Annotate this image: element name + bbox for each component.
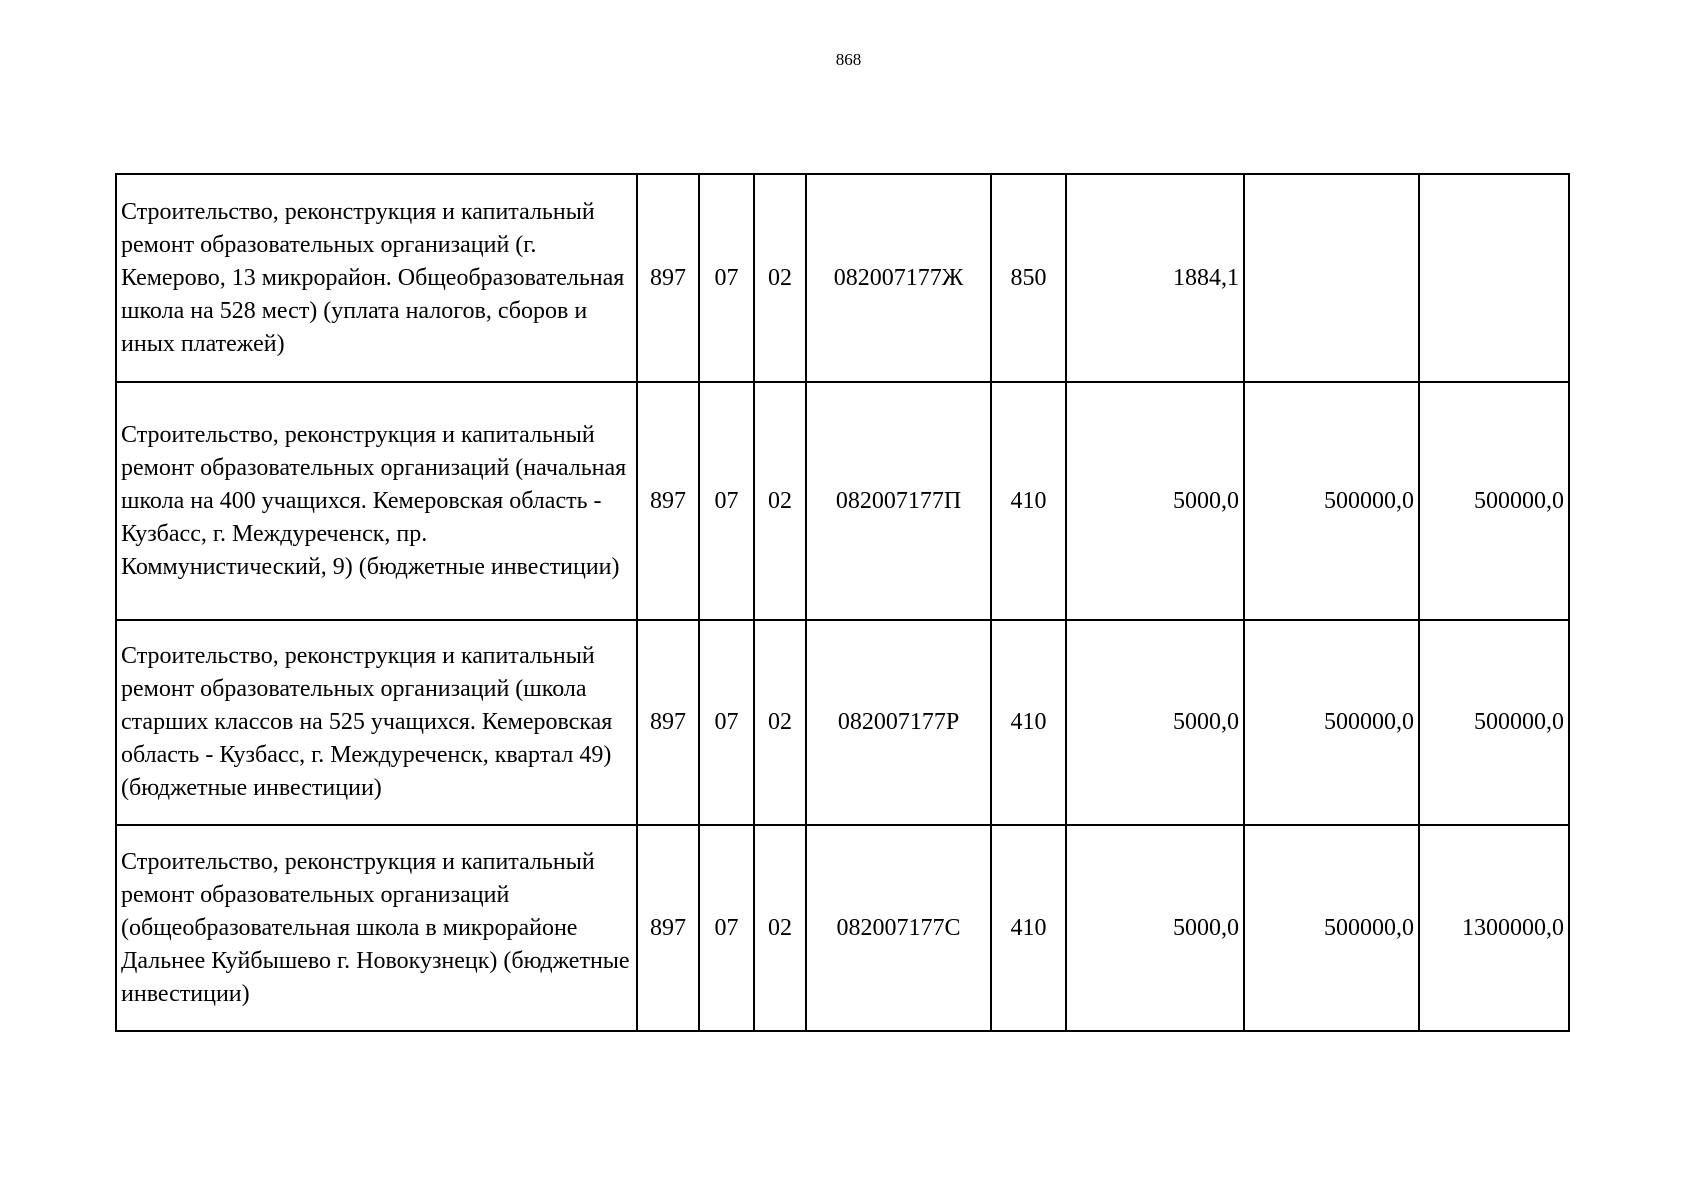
ministry-code: 897 <box>637 174 699 382</box>
target-article-code: 082007177П <box>806 382 991 620</box>
amount-3: 500000,0 <box>1419 382 1569 620</box>
amount-1: 1884,1 <box>1066 174 1244 382</box>
ministry-code: 897 <box>637 825 699 1031</box>
expense-type-code: 410 <box>991 382 1066 620</box>
expense-type-code: 410 <box>991 620 1066 825</box>
subsection-code: 02 <box>754 174 806 382</box>
amount-1: 5000,0 <box>1066 825 1244 1031</box>
expense-type-code: 410 <box>991 825 1066 1031</box>
row-description: Строительство, реконструкция и капитальный ремонт образовательных организаций (начальная школа на 400 учащихся. Кемеровская область - Кузбасс, г. Междуреченск, пр. Коммунистический, 9) (бюджетные инвестиции) <box>116 382 637 620</box>
amount-2: 500000,0 <box>1244 382 1419 620</box>
table-row <box>116 382 1569 620</box>
section-code: 07 <box>699 825 754 1031</box>
section-code: 07 <box>699 620 754 825</box>
amount-2 <box>1244 174 1419 382</box>
subsection-code: 02 <box>754 825 806 1031</box>
amount-3: 500000,0 <box>1419 620 1569 825</box>
subsection-code: 02 <box>754 620 806 825</box>
amount-1: 5000,0 <box>1066 620 1244 825</box>
amount-3 <box>1419 174 1569 382</box>
ministry-code: 897 <box>637 620 699 825</box>
target-article-code: 082007177Р <box>806 620 991 825</box>
table-row <box>116 174 1569 382</box>
section-code: 07 <box>699 174 754 382</box>
budget-table <box>115 173 1570 1032</box>
row-description: Строительство, реконструкция и капитальный ремонт образовательных организаций (школа старших классов на 525 учащихся. Кемеровская область - Кузбасс, г. Междуреченск, квартал 49) (бюджетные инвестиции) <box>116 620 637 825</box>
amount-2: 500000,0 <box>1244 825 1419 1031</box>
target-article-code: 082007177Ж <box>806 174 991 382</box>
amount-3: 1300000,0 <box>1419 825 1569 1031</box>
table-row <box>116 825 1569 1031</box>
row-description: Строительство, реконструкция и капитальный ремонт образовательных организаций (г. Кемерово, 13 микрорайон. Общеобразовательная школа на 528 мест) (уплата налогов, сборов и иных платежей) <box>116 174 637 382</box>
ministry-code: 897 <box>637 382 699 620</box>
expense-type-code: 850 <box>991 174 1066 382</box>
target-article-code: 082007177С <box>806 825 991 1031</box>
section-code: 07 <box>699 382 754 620</box>
page-number: 868 <box>835 50 862 69</box>
subsection-code: 02 <box>754 382 806 620</box>
amount-2: 500000,0 <box>1244 620 1419 825</box>
table-row <box>116 620 1569 825</box>
row-description: Строительство, реконструкция и капитальный ремонт образовательных организаций (общеобразовательная школа в микрорайоне Дальнее Куйбышево г. Новокузнецк) (бюджетные инвестиции) <box>116 825 637 1031</box>
amount-1: 5000,0 <box>1066 382 1244 620</box>
